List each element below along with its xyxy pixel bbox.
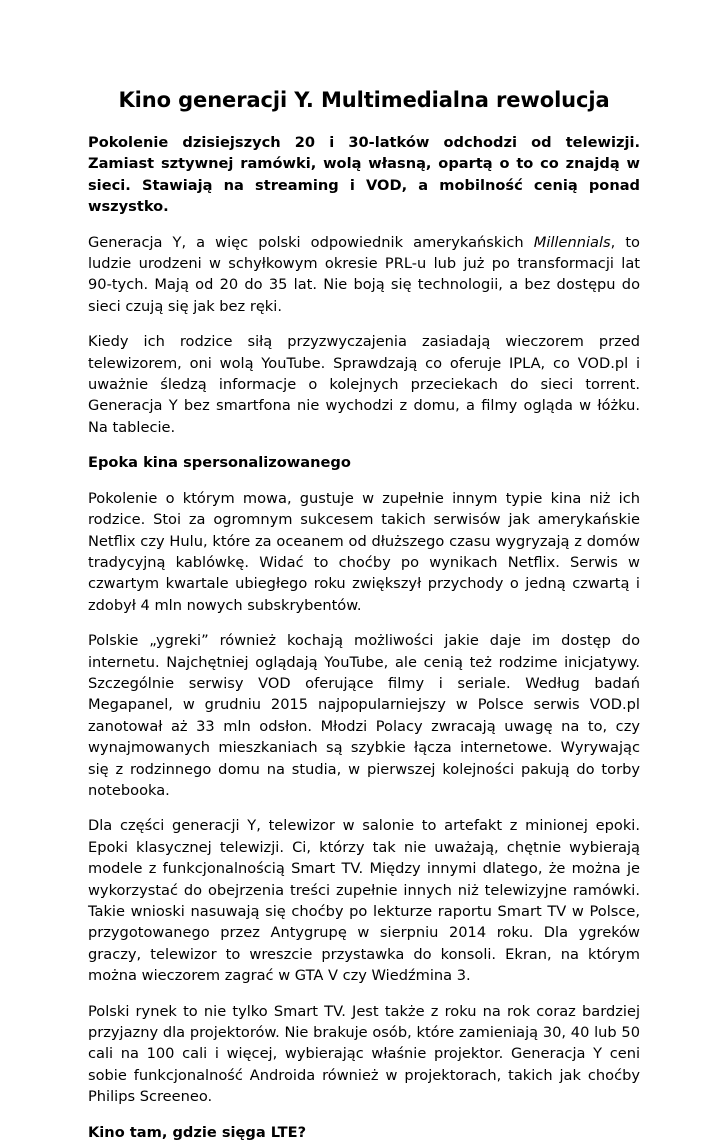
lead-paragraph: Pokolenie dzisiejszych 20 i 30-latków odchodzi od telewizji. Zamiast sztywnej ramówki, wolą własną, opartą o to co znajdą w sieci. Stawiają na streaming i VOD, a mobilność cenią ponad wszystko.: [88, 134, 640, 216]
paragraph-1-start: Generacja Y, a więc polski odpowiednik amerykańskich: [88, 233, 534, 251]
paragraph-5: Dla części generacji Y, telewizor w salonie to artefakt z minionej epoki. Epoki klasycznej telewizji. Ci, którzy tak nie uważają, chętnie wybierają modele z funkcjonalnością Smart TV. Między innymi dlatego, że można je wykorzystać do obejrzenia treści zupełnie innych niż telewizyjne ramówki. Takie wnioski nasuwają się choćby po lekturze raportu Smart TV w Polsce, przygotowanego przez Antygrupę w sierpniu 2014 roku. Dla ygreków graczy, telewizor to wreszcie przystawka do konsoli. Ekran, na którym można wieczorem zagrać w GTA V czy Wiedźmina 3.: [88, 817, 640, 985]
paragraph-4: Polskie „ygreki” również kochają możliwości jakie daje im dostęp do internetu. Najchętniej oglądają YouTube, ale cenią też rodzime inicjatywy. Szczególnie serwisy VOD oferujące filmy i seriale. Według badań Megapanel, w grudniu 2015 najpopularniejszy w Polsce serwis VOD.pl zanotował aż 33 mln odsłon. Młodzi Polacy zwracają uwagę na to, czy wynajmowanych mieszkaniach są szybkie łącza internetowe. Wyrywając się z rodzinnego domu na studia, w pierwszej kolejności pakują do torby notebooka.: [88, 632, 640, 799]
article-title: Kino generacji Y. Multimedialna rewolucja: [118, 88, 610, 112]
paragraph-2: Kiedy ich rodzice siłą przyzwyczajenia zasiadają wieczorem przed telewizorem, oni wolą YouTube. Sprawdzają co oferuje IPLA, co VOD.pl i uważnie śledzą informacje o kolejnych przeciekach do sieci torrent. Generacja Y bez smartfona nie wychodzi z domu, a filmy ogląda w łóżku. Na tablecie.: [88, 333, 640, 436]
section-heading-2: Kino tam, gdzie sięga LTE?: [88, 1123, 307, 1141]
paragraph-1: [88, 232, 640, 318]
paragraph-6: Polski rynek to nie tylko Smart TV. Jest także z roku na rok coraz bardziej przyjazny dla projektorów. Nie brakuje osób, które zamieniają 30, 40 lub 50 cali na 100 cali i więcej, wybierając właśnie projektor. Generacja Y ceni sobie funkcjonalność Androida również w projektorach, takich jak choćby Philips Screeneo.: [88, 1002, 640, 1106]
paragraph-1-italic: Millennials: [533, 233, 611, 251]
document-page: [88, 86, 640, 1143]
paragraph-3: Pokolenie o którym mowa, gustuje w zupełnie innym typie kina niż ich rodzice. Stoi za ogromnym sukcesem takich serwisów jak amerykańskie Netflix czy Hulu, które za oceanem od dłuższego czasu wygryzają z domów tradycyjną kablówkę. Widać to choćby po wynikach Netflix. Serwis w czwartym kwartale ubiegłego roku zwiększył przychody o jedną czwartą i zdobył 4 mln nowych subskrybentów.: [88, 489, 640, 614]
paragraph-1-end: , to ludzie urodzeni w schyłkowym okresie PRL-u lub już po transformacji lat 90-tych. Mają od 20 do 35 lat. Nie boją się technologii, a bez dostępu do sieci czują się jak bez ręki.: [88, 233, 640, 315]
section-heading-1: Epoka kina spersonalizowanego: [88, 454, 351, 472]
